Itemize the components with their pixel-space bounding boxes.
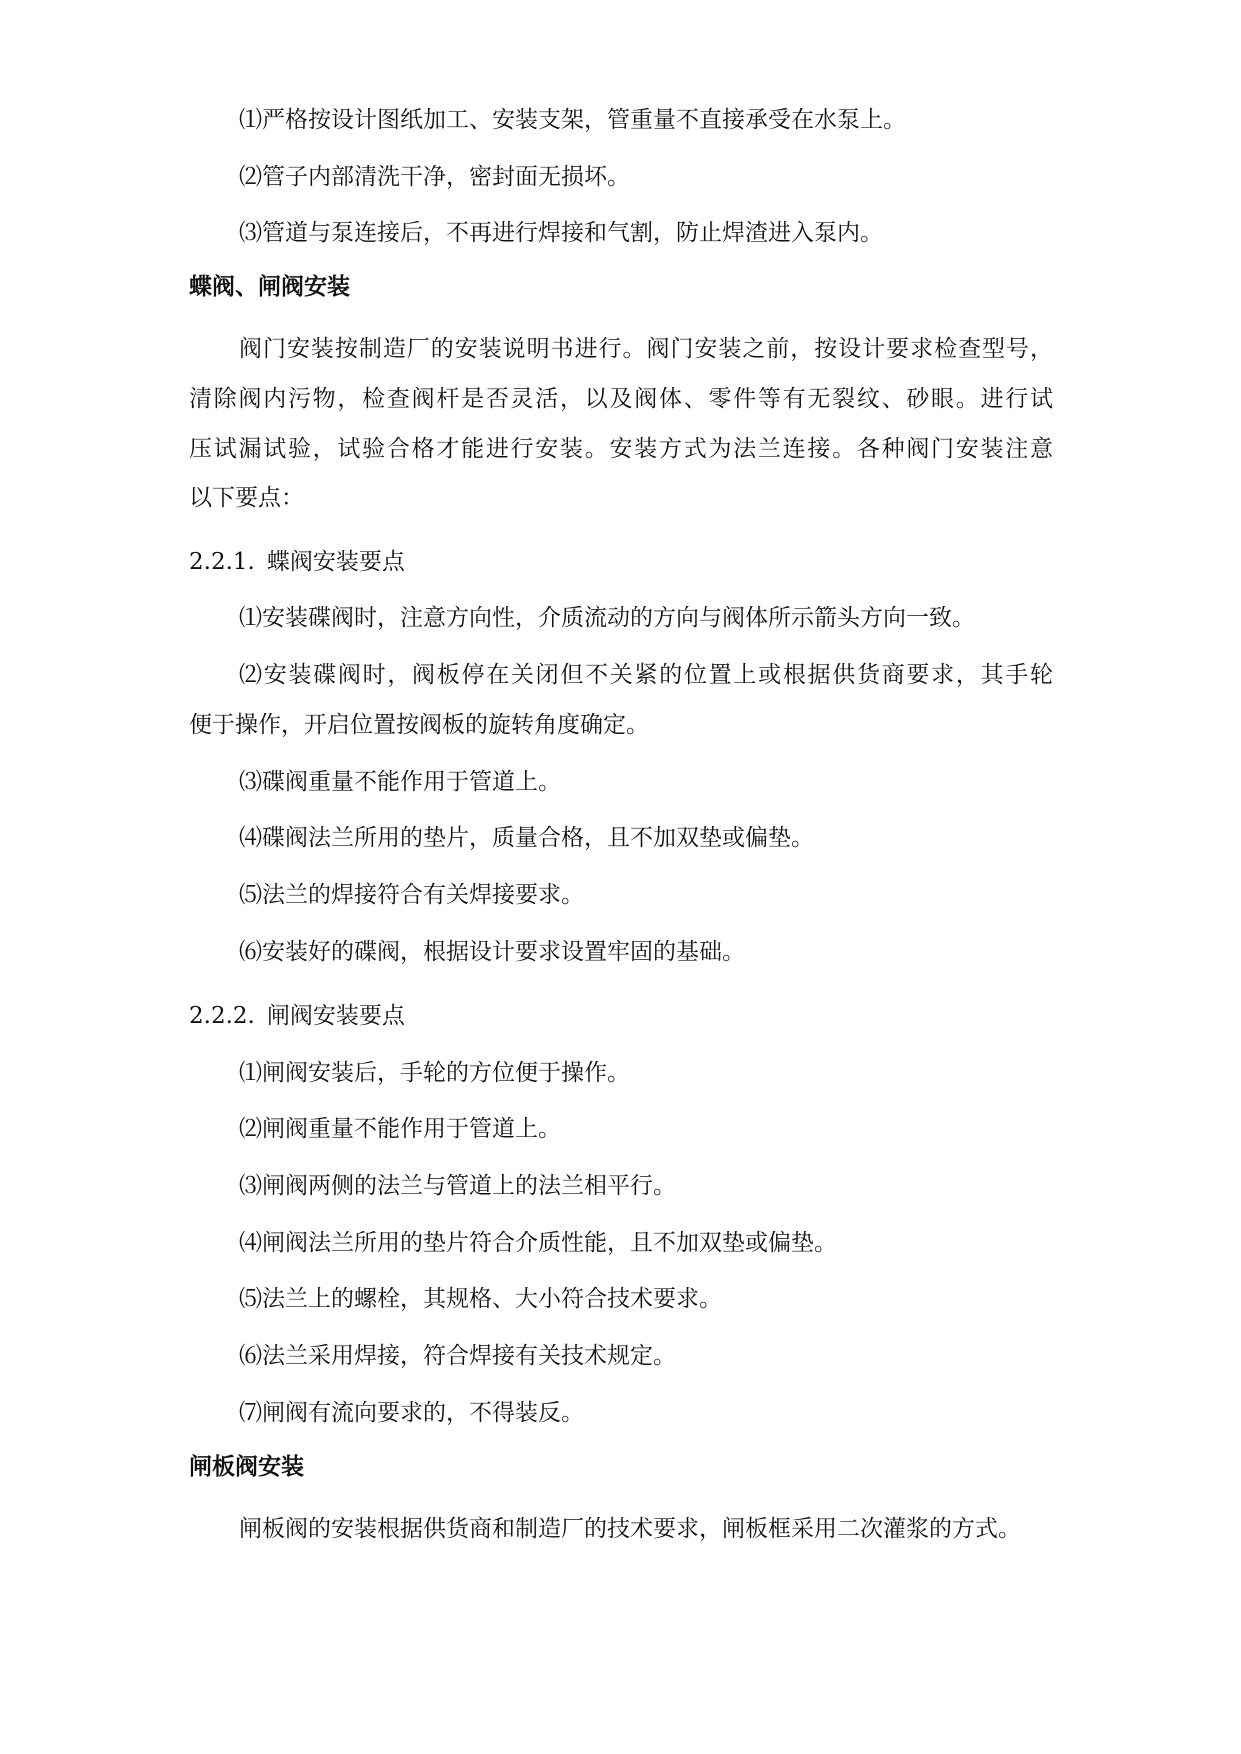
intro-line-1: 阀门安装按制造厂的安装说明书进行。阀门安装之前，按设计要求检查型号， xyxy=(239,336,1053,362)
pump-item-2: ⑵管子内部清洗干净，密封面无损坏。 xyxy=(239,164,630,190)
gate-item-1: ⑴闸阀安装后，手轮的方位便于操作。 xyxy=(239,1060,630,1086)
butterfly-item-5: ⑸法兰的焊接符合有关焊接要求。 xyxy=(239,882,584,908)
butterfly-item-2-line-2: 便于操作，开启位置按阀板的旋转角度确定。 xyxy=(189,712,649,738)
subsection-heading-butterfly xyxy=(189,547,405,577)
butterfly-item-1: ⑴安装碟阀时，注意方向性，介质流动的方向与阀体所示箭头方向一致。 xyxy=(239,605,975,631)
butterfly-item-6: ⑹安装好的碟阀，根据设计要求设置牢固的基础。 xyxy=(239,939,745,965)
subsection-number: 2.2.1. xyxy=(189,549,255,575)
gate-item-7: ⑺闸阀有流向要求的，不得装反。 xyxy=(239,1400,584,1426)
pump-item-3: ⑶管道与泵连接后，不再进行焊接和气割，防止焊渣进入泵内。 xyxy=(239,220,883,246)
butterfly-item-4: ⑷碟阀法兰所用的垫片，质量合格，且不加双垫或偏垫。 xyxy=(239,825,814,851)
intro-line-2: 清除阀内污物，检查阀杆是否灵活，以及阀体、零件等有无裂纹、砂眼。进行试 xyxy=(189,386,1053,412)
butterfly-item-2-line-1: ⑵安装碟阀时，阀板停在关闭但不关紧的位置上或根据供货商要求，其手轮 xyxy=(239,662,1053,688)
gate-item-2: ⑵闸阀重量不能作用于管道上。 xyxy=(239,1116,561,1142)
sluice-body: 闸板阀的安装根据供货商和制造厂的技术要求，闸板框采用二次灌浆的方式。 xyxy=(239,1516,1021,1542)
subsection-number: 2.2.2. xyxy=(189,1003,255,1029)
section-heading-butterfly-gate: 蝶阀、闸阀安装 xyxy=(189,274,350,300)
gate-item-6: ⑹法兰采用焊接，符合焊接有关技术规定。 xyxy=(239,1343,676,1369)
subsection-title: 蝶阀安装要点 xyxy=(266,549,405,575)
gate-item-3: ⑶闸阀两侧的法兰与管道上的法兰相平行。 xyxy=(239,1173,676,1199)
section-heading-sluice: 闸板阀安装 xyxy=(189,1454,304,1480)
gate-item-5: ⑸法兰上的螺栓，其规格、大小符合技术要求。 xyxy=(239,1286,722,1312)
gate-item-4: ⑷闸阀法兰所用的垫片符合介质性能，且不加双垫或偏垫。 xyxy=(239,1230,837,1256)
intro-line-3: 压试漏试验，试验合格才能进行安装。安装方式为法兰连接。各种阀门安装注意 xyxy=(189,436,1053,462)
subsection-title: 闸阀安装要点 xyxy=(266,1003,405,1029)
subsection-heading-gate xyxy=(189,1001,405,1031)
pump-item-1: ⑴严格按设计图纸加工、安装支架，管重量不直接承受在水泵上。 xyxy=(239,107,906,133)
butterfly-item-3: ⑶碟阀重量不能作用于管道上。 xyxy=(239,769,561,795)
intro-line-4: 以下要点： xyxy=(189,485,304,511)
